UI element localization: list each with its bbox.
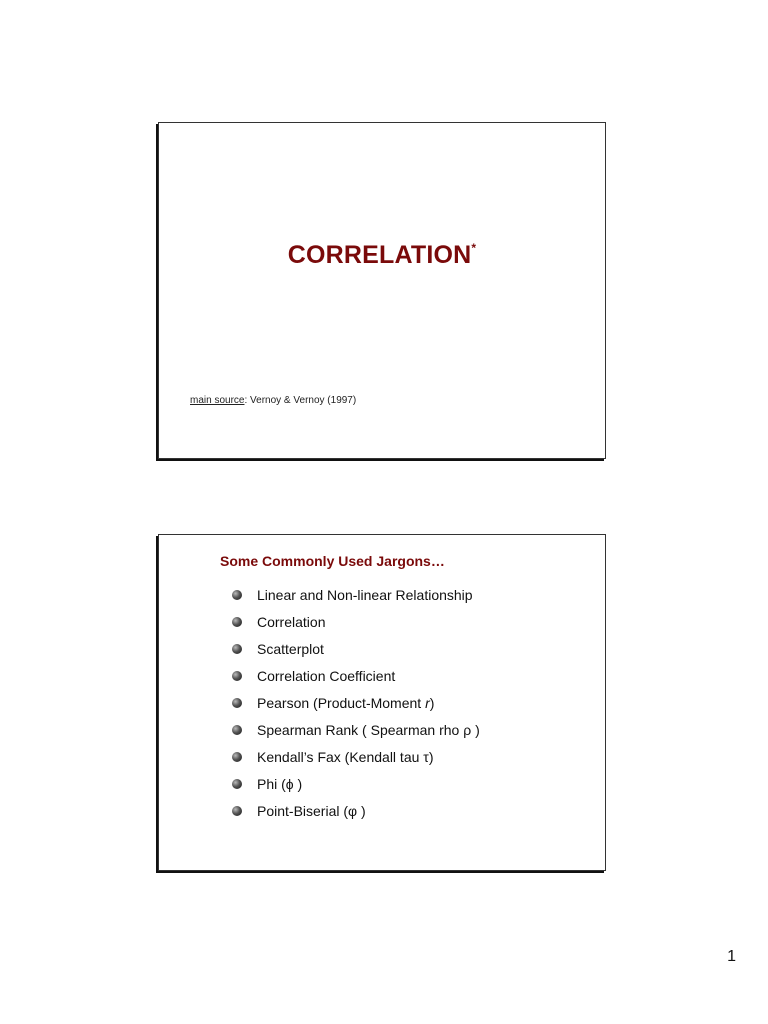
list-item: Correlation Coefficient — [232, 666, 480, 693]
list-item: Kendall’s Fax (Kendall tau τ) — [232, 747, 480, 774]
bullet-icon — [232, 590, 242, 600]
source-note — [190, 395, 356, 406]
slide-2 — [158, 534, 606, 871]
slide-1 — [158, 122, 606, 459]
bullet-icon — [232, 779, 242, 789]
list-item: Pearson (Product-Moment r) — [232, 693, 480, 720]
list-item: Correlation — [232, 612, 480, 639]
bullet-icon — [232, 725, 242, 735]
slide-title: CORRELATION* — [287, 240, 477, 269]
source-text: : Vernoy & Vernoy (1997) — [244, 395, 357, 406]
jargon-list — [232, 585, 480, 828]
list-item: Spearman Rank ( Spearman rho ρ ) — [232, 720, 480, 747]
source-label: main source — [190, 395, 245, 406]
footnote-marker: * — [471, 240, 477, 255]
page-number: 1 — [727, 948, 736, 965]
list-item: Phi (ϕ ) — [232, 774, 480, 801]
bullet-icon — [232, 752, 242, 762]
bullet-icon — [232, 644, 242, 654]
slide-heading: Some Commonly Used Jargons… — [220, 553, 445, 569]
bullet-icon — [232, 698, 242, 708]
list-item: Point-Biserial (φ ) — [232, 801, 480, 828]
list-item: Linear and Non-linear Relationship — [232, 585, 480, 612]
bullet-icon — [232, 617, 242, 627]
bullet-icon — [232, 671, 242, 681]
list-item: Scatterplot — [232, 639, 480, 666]
bullet-icon — [232, 806, 242, 816]
